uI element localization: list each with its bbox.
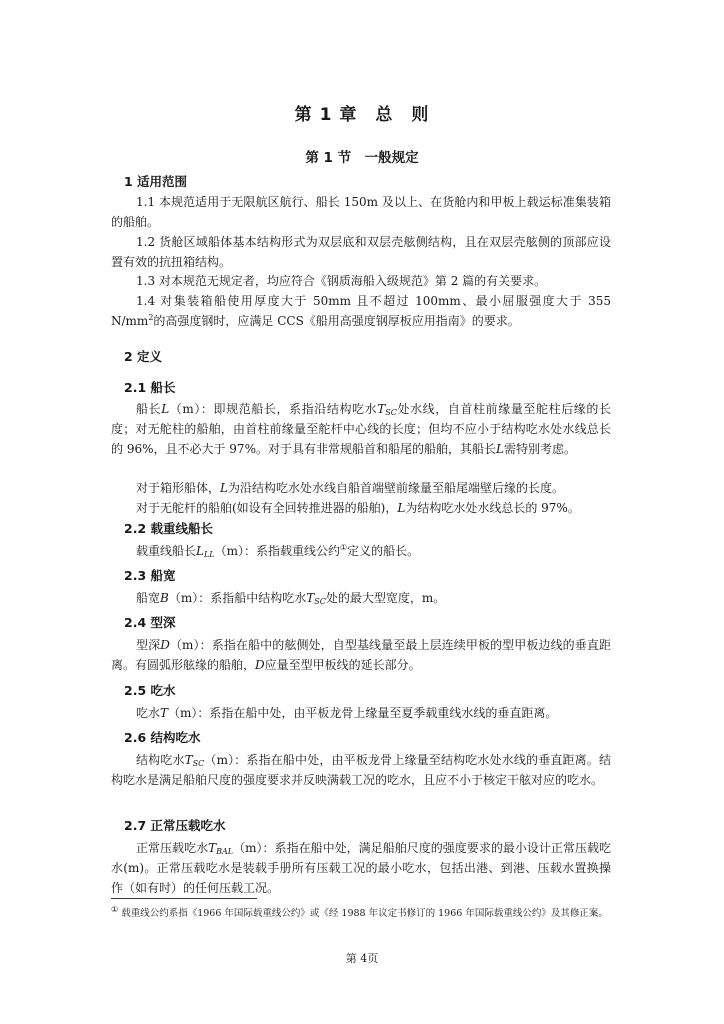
footnote: ① 载重线公约系指《1966 年国际载重线公约》或《经 1988 年议定书修订的 1966 年国际载重线公约》及其修正案。 (111, 904, 608, 919)
para-2-4: 型深D（m）：系指在船中的舷侧处，自型基线量至最上层连续甲板的型甲板边线的垂直距离。有圆弧形舷缘的船舶，D应量至型甲板线的延长部分。 (111, 638, 611, 672)
heading-breadth: 2.3 船宽 (124, 568, 176, 583)
footnote-marker: ① (340, 543, 348, 552)
para-1-3: 1.3 对本规范无规定者，均应符合《钢质海船入级规范》第 2 篇的有关要求。 (136, 274, 547, 288)
heading-ballast-draught: 2.7 正常压载吃水 (124, 818, 226, 833)
para-2-5: 吃水T（m）：系指在船中处，由平板龙骨上缘量至夏季载重线水线的垂直距离。 (136, 706, 558, 720)
heading-draught: 2.5 吃水 (124, 683, 176, 698)
para-2-3: 船宽B（m）：系指船中结构吃水$T_{SC}$处的最大型宽度，m。 (136, 591, 446, 606)
footnote-divider (111, 898, 257, 899)
para-1-1: 1.1 本规范适用于无限航区航行、船长 150m 及以上、在货舱内和甲板上载运标准集装箱的船舶。 (111, 195, 611, 229)
para-2-1-b: 对于箱形船体，L为沿结构吃水处水线自船首端壁前缘量至船尾端壁后缘的长度。 (136, 481, 564, 495)
para-2-7: 正常压载吃水$T_{BAL}(m)$：系指在船中处，满足船舶尺度的强度要求的最小设计正常压载吃水(m)。正常压载吃水是装载手册所有压载工况的最小吃水，包括出港、到港、压载水置换操作（如有时）的任何压载工况。 (111, 841, 611, 895)
heading-scope: 1 适用范围 (124, 174, 188, 189)
para-2-2: 载重线船长$L_{LL}(m)$：系指载重线公约①定义的船长。 (136, 543, 420, 559)
heading-loadline-length: 2.2 载重线船长 (124, 521, 213, 536)
para-1-4: 1.4 对集装箱船使用厚度大于 50mm 且不超过 100mm、最小屈服强度大于 355 $N/mm^2$的高强度钢时，应满足 CCS《船用高强度钢厚板应用指南》的要求。 (111, 294, 611, 328)
para-2-6: 结构吃水$T_{SC}(m)$：系指在船中处，由平板龙骨上缘量至结构吃水处水线的垂直距离。结构吃水是满足船舶尺度的强度要求并反映满载工况的吃水，且应不小于核定干舷对应的吃水。 (111, 753, 611, 787)
heading-definitions: 2 定义 (124, 349, 163, 364)
para-2-1-c: 对于无舵杆的船舶(如设有全回转推进器的船舶)，L为结构吃水处水线总长的 97%。 (136, 501, 580, 515)
page-number: 第 4页 (345, 952, 379, 965)
heading-ship-length: 2.1 船长 (124, 380, 176, 395)
heading-depth: 2.4 型深 (124, 615, 176, 630)
heading-scantling-draught: 2.6 结构吃水 (124, 730, 201, 745)
para-1-2: 1.2 货舱区域船体基本结构形式为双层底和双层壳舷侧结构，且在双层壳舷侧的顶部应设置有效的抗扭箱结构。 (111, 235, 611, 269)
section-title: 第 1 节 一般规定 (305, 150, 419, 166)
para-2-1-a: 船长L（m）：即规范船长，系指沿结构吃水$T_{SC}$处水线，自首柱前缘量至舵柱后缘的长度；对无舵柱的船舶，由首柱前缘量至舵杆中心线的长度；但均不应小于结构吃水处水线总长的 96%，且不必大于 97%。对于具有非常规船首和船尾的船舶，其船长L需特别考虑。 (111, 402, 611, 456)
chapter-title: 第 1 章 总 则 (294, 105, 430, 125)
